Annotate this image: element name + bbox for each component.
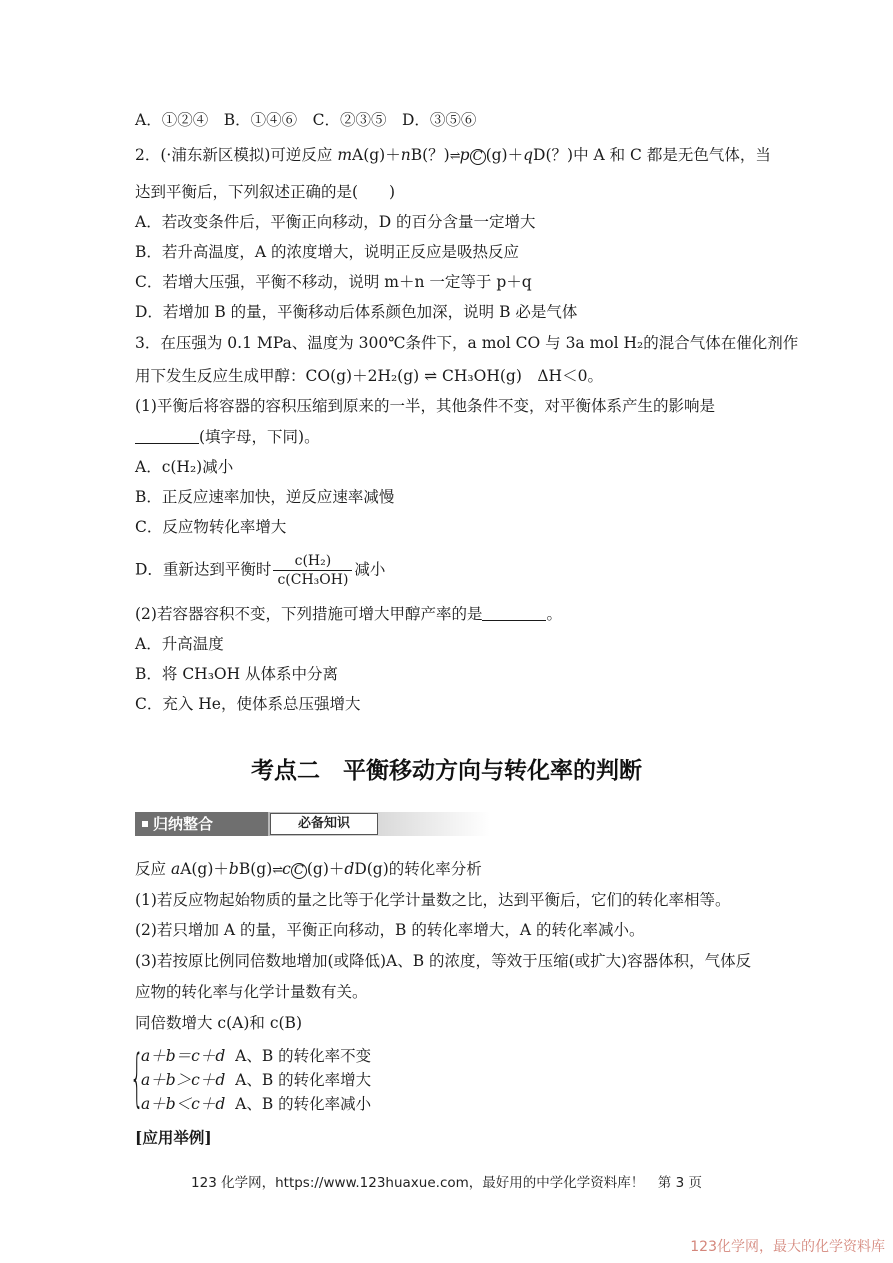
- q3-part1-option-b: B．正反应速率加快，逆反应速率减慢: [135, 488, 395, 506]
- q2-option-d: D．若增加 B 的量，平衡移动后体系颜色加深，说明 B 必是气体: [135, 303, 578, 321]
- rule-2: (2)若只增加 A 的量，平衡正向移动，B 的转化率增大，A 的转化率减小。: [135, 921, 645, 939]
- banner-tag: 必备知识: [270, 813, 378, 835]
- q2-option-a: A．若改变条件后，平衡正向移动，D 的百分含量一定增大: [135, 213, 536, 231]
- watermark: 123化学网，最大的化学资料库: [690, 1239, 885, 1255]
- general-equation: aA(g)＋bB(g)⇌c C (g)＋dD(g): [170, 860, 389, 878]
- q2-option-c: C．若增大压强，平衡不移动，说明 m＋n 一定等于 p＋q: [135, 273, 532, 291]
- double-concentration-line: 同倍数增大 c(A)和 c(B): [135, 1014, 302, 1032]
- rule-1: (1)若反应物起始物质的量之比等于化学计量数之比，达到平衡后，它们的转化率相等。: [135, 891, 731, 909]
- answer-blank-2[interactable]: [482, 604, 546, 621]
- q3-part1-option-c: C．反应物转化率增大: [135, 518, 287, 536]
- banner-label: 归纳整合: [153, 815, 214, 833]
- q2-prefix: 2．(·浦东新区模拟)可逆反应: [135, 146, 338, 164]
- q3-stem-line1: 3．在压强为 0.1 MPa、温度为 300℃条件下，a mol CO 与 3a mol H₂的混合气体在催化剂作: [135, 334, 799, 352]
- q2-suffix: 中 A 和 C 都是无色气体，当: [573, 146, 771, 164]
- case-brace: {: [130, 1041, 144, 1114]
- q3-part2-line: (2)若容器容积不变，下列措施可增大甲醇产率的是 。: [135, 605, 562, 623]
- q1-options: A．①②④ B．①④⑥ C．②③⑤ D．③⑤⑥: [135, 111, 477, 129]
- rule-3-line1: (3)若按原比例同倍数地增加(或降低)A、B 的浓度，等效于压缩(或扩大)容器体积，气体反: [135, 952, 752, 970]
- q3-part2-option-b: B．将 CH₃OH 从体系中分离: [135, 665, 339, 683]
- section-banner: [135, 812, 490, 836]
- q3-part2-option-c: C．充入 He，使体系总压强增大: [135, 695, 361, 713]
- q3-part1-option-d: D．重新达到平衡时 $\frac{\text{c(H₂)}}{\text{c(CH₃OH)}}$ 减小: [135, 553, 386, 588]
- page-footer: 123 化学网，https://www.123huaxue.com，最好用的中学化学资料库！ 第 3 页: [191, 1175, 702, 1191]
- case-row-2: a＋b＞c＋d A、B 的转化率增大: [141, 1071, 372, 1089]
- case-row-1: a＋b＝c＋d A、B 的转化率不变: [141, 1047, 372, 1065]
- square-bullet-icon: [142, 821, 148, 827]
- q3-stem-line2: 用下发生反应生成甲醇：CO(g)＋2H₂(g) ⇌ CH₃OH(g) ΔH＜0。: [135, 367, 603, 385]
- ratio-fraction: $\frac{\text{c(H₂)}}{\text{c(CH₃OH)}}$: [273, 552, 352, 589]
- example-label: [应用举例]: [135, 1128, 212, 1147]
- case-row-3: a＋b＜c＋d A、B 的转化率减小: [141, 1095, 372, 1113]
- q3-part1-line1: (1)平衡后将容器的容积压缩到原来的一半，其他条件不变，对平衡体系产生的影响是: [135, 397, 715, 415]
- q2-equation: mA(g)＋nB(？)⇌p C (g)＋qD(？): [337, 146, 574, 164]
- q3-part1-option-a: A．c(H₂)减小: [135, 458, 234, 476]
- answer-blank-1[interactable]: [135, 427, 199, 444]
- rule-3-line2: 应物的转化率与化学计量数有关。: [135, 983, 368, 1001]
- q3-part2-option-a: A．升高温度: [135, 635, 224, 653]
- q3-part1-line2: (填字母，下同)。: [135, 427, 320, 447]
- q2-option-b: B．若升高温度，A 的浓度增大，说明正反应是吸热反应: [135, 243, 520, 261]
- section-heading: 考点二 平衡移动方向与转化率的判断: [251, 758, 642, 784]
- q2-stem-line2: 达到平衡后，下列叙述正确的是( ): [135, 183, 396, 201]
- q2-stem: [135, 145, 771, 167]
- reaction-line: 反应 aA(g)＋bB(g)⇌c C (g)＋dD(g)的转化率分析: [135, 860, 482, 878]
